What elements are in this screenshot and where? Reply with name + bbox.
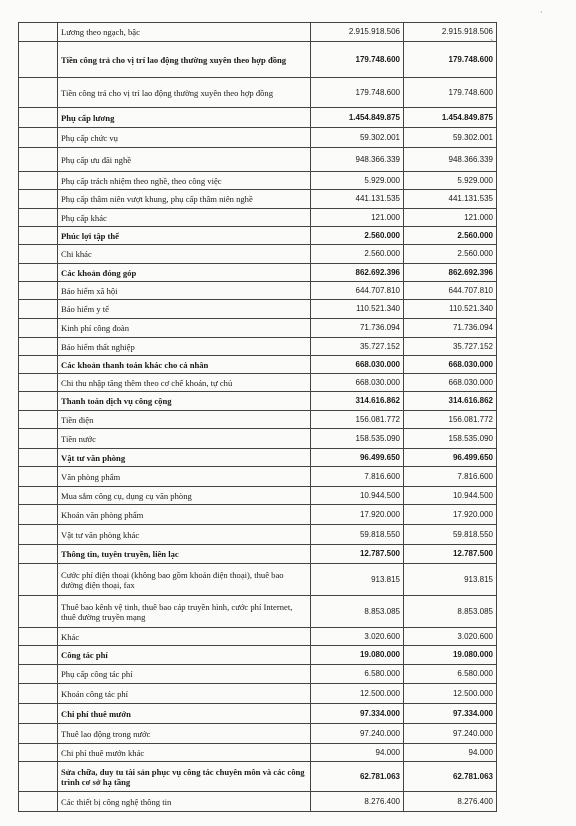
row-label: Phụ cấp ưu đãi nghề	[58, 148, 311, 172]
row-value-actual: 668.030.000	[404, 356, 497, 374]
row-value-estimate: 668.030.000	[311, 356, 404, 374]
row-index-cell	[19, 646, 58, 665]
row-index-cell	[19, 684, 58, 704]
row-margin-cell	[497, 628, 518, 646]
row-index-cell	[19, 227, 58, 245]
table-row	[19, 792, 518, 812]
row-margin-cell	[497, 282, 518, 300]
row-value-estimate: 110.521.340	[311, 300, 404, 319]
row-label: Tiền công trả cho vị trí lao động thường xuyên theo hợp đồng	[58, 78, 311, 108]
row-value-actual: 913.815	[404, 564, 497, 596]
table-row	[19, 128, 518, 148]
row-value-actual: 314.616.862	[404, 392, 497, 411]
row-index-cell	[19, 744, 58, 762]
row-value-estimate: 121.000	[311, 209, 404, 227]
table-row	[19, 338, 518, 356]
row-margin-cell	[497, 505, 518, 525]
row-value-estimate: 59.818.550	[311, 525, 404, 545]
budget-table-page	[18, 22, 517, 812]
table-row	[19, 429, 518, 449]
row-value-estimate: 158.535.090	[311, 429, 404, 449]
row-margin-cell	[497, 319, 518, 338]
row-margin-cell	[497, 264, 518, 282]
row-label: Cước phí điện thoại (không bao gồm khoán điện thoại), thuê bao đường điện thoại, fax	[58, 564, 311, 596]
row-label: Vật tư văn phòng khác	[58, 525, 311, 545]
row-value-estimate: 62.781.063	[311, 762, 404, 792]
row-value-actual: 96.499.650	[404, 449, 497, 467]
row-index-cell	[19, 724, 58, 744]
row-label: Chi phí thuê mướn khác	[58, 744, 311, 762]
row-margin-cell	[497, 704, 518, 724]
row-value-estimate: 948.366.339	[311, 148, 404, 172]
row-label: Khác	[58, 628, 311, 646]
row-value-estimate: 2.560.000	[311, 227, 404, 245]
table-row	[19, 227, 518, 245]
row-value-actual: 19.080.000	[404, 646, 497, 665]
row-value-estimate: 179.748.600	[311, 42, 404, 78]
row-label: Các khoản đóng góp	[58, 264, 311, 282]
row-index-cell	[19, 487, 58, 505]
row-label: Khoán văn phòng phẩm	[58, 505, 311, 525]
row-value-actual: 94.000	[404, 744, 497, 762]
row-label: Thông tin, tuyên truyền, liên lạc	[58, 545, 311, 564]
row-margin-cell	[497, 300, 518, 319]
row-index-cell	[19, 505, 58, 525]
budget-table-body	[19, 23, 518, 812]
row-value-estimate: 156.081.772	[311, 411, 404, 429]
table-row	[19, 628, 518, 646]
row-margin-cell	[497, 23, 518, 42]
table-row	[19, 449, 518, 467]
row-index-cell	[19, 374, 58, 392]
row-value-actual: 62.781.063	[404, 762, 497, 792]
table-row	[19, 209, 518, 227]
row-label: Văn phòng phẩm	[58, 467, 311, 487]
row-value-estimate: 5.929.000	[311, 172, 404, 190]
row-margin-cell	[497, 762, 518, 792]
row-value-actual: 8.853.085	[404, 596, 497, 628]
row-margin-cell	[497, 684, 518, 704]
row-value-estimate: 2.915.918.506	[311, 23, 404, 42]
row-margin-cell	[497, 42, 518, 78]
row-index-cell	[19, 300, 58, 319]
row-index-cell	[19, 190, 58, 209]
row-label: Phụ cấp chức vụ	[58, 128, 311, 148]
table-row	[19, 545, 518, 564]
row-label: Khoán công tác phí	[58, 684, 311, 704]
row-value-estimate: 59.302.001	[311, 128, 404, 148]
row-margin-cell	[497, 545, 518, 564]
table-row	[19, 78, 518, 108]
row-margin-cell	[497, 338, 518, 356]
row-value-estimate: 6.580.000	[311, 665, 404, 684]
row-value-actual: 17.920.000	[404, 505, 497, 525]
table-row	[19, 374, 518, 392]
row-margin-cell	[497, 467, 518, 487]
row-value-actual: 2.560.000	[404, 227, 497, 245]
row-value-actual: 668.030.000	[404, 374, 497, 392]
row-index-cell	[19, 411, 58, 429]
row-label: Phụ cấp lương	[58, 108, 311, 128]
table-row	[19, 564, 518, 596]
row-margin-cell	[497, 227, 518, 245]
row-index-cell	[19, 467, 58, 487]
row-margin-cell	[497, 596, 518, 628]
row-index-cell	[19, 628, 58, 646]
row-value-actual: 3.020.600	[404, 628, 497, 646]
table-row	[19, 505, 518, 525]
table-row	[19, 704, 518, 724]
row-value-actual: 97.240.000	[404, 724, 497, 744]
row-value-actual: 2.560.000	[404, 245, 497, 264]
row-margin-cell	[497, 525, 518, 545]
row-label: Phúc lợi tập thể	[58, 227, 311, 245]
row-value-actual: 121.000	[404, 209, 497, 227]
row-label: Tiền nước	[58, 429, 311, 449]
row-value-estimate: 668.030.000	[311, 374, 404, 392]
table-row	[19, 724, 518, 744]
row-value-actual: 1.454.849.875	[404, 108, 497, 128]
row-value-actual: 179.748.600	[404, 42, 497, 78]
row-index-cell	[19, 792, 58, 812]
budget-table	[18, 22, 517, 812]
row-margin-cell	[497, 374, 518, 392]
row-value-estimate: 179.748.600	[311, 78, 404, 108]
row-index-cell	[19, 449, 58, 467]
row-index-cell	[19, 264, 58, 282]
row-label: Công tác phí	[58, 646, 311, 665]
row-value-actual: 59.302.001	[404, 128, 497, 148]
table-row	[19, 392, 518, 411]
row-index-cell	[19, 762, 58, 792]
row-value-estimate: 96.499.650	[311, 449, 404, 467]
row-index-cell	[19, 596, 58, 628]
table-row	[19, 684, 518, 704]
row-margin-cell	[497, 128, 518, 148]
row-index-cell	[19, 665, 58, 684]
row-label: Tiền điện	[58, 411, 311, 429]
row-margin-cell	[497, 792, 518, 812]
table-row	[19, 148, 518, 172]
row-value-estimate: 8.276.400	[311, 792, 404, 812]
row-value-actual: 441.131.535	[404, 190, 497, 209]
row-index-cell	[19, 429, 58, 449]
row-label: Lương theo ngạch, bậc	[58, 23, 311, 42]
row-value-estimate: 314.616.862	[311, 392, 404, 411]
table-row	[19, 42, 518, 78]
scan-speck: ·	[540, 8, 543, 17]
row-index-cell	[19, 564, 58, 596]
row-value-actual: 10.944.500	[404, 487, 497, 505]
row-index-cell	[19, 172, 58, 190]
row-label: Sửa chữa, duy tu tài sản phục vụ công tác chuyên môn và các công trình cơ sở hạ tầng	[58, 762, 311, 792]
table-row	[19, 646, 518, 665]
row-value-estimate: 913.815	[311, 564, 404, 596]
row-label: Bảo hiểm thất nghiệp	[58, 338, 311, 356]
row-value-actual: 8.276.400	[404, 792, 497, 812]
row-value-actual: 948.366.339	[404, 148, 497, 172]
row-label: Vật tư văn phòng	[58, 449, 311, 467]
row-index-cell	[19, 23, 58, 42]
row-value-actual: 59.818.550	[404, 525, 497, 545]
row-value-actual: 5.929.000	[404, 172, 497, 190]
row-value-estimate: 17.920.000	[311, 505, 404, 525]
row-value-estimate: 8.853.085	[311, 596, 404, 628]
row-margin-cell	[497, 646, 518, 665]
row-margin-cell	[497, 724, 518, 744]
row-value-actual: 644.707.810	[404, 282, 497, 300]
table-row	[19, 744, 518, 762]
row-value-actual: 12.500.000	[404, 684, 497, 704]
row-value-actual: 862.692.396	[404, 264, 497, 282]
row-index-cell	[19, 78, 58, 108]
table-row	[19, 665, 518, 684]
row-margin-cell	[497, 487, 518, 505]
row-label: Chi phí thuê mướn	[58, 704, 311, 724]
table-row	[19, 319, 518, 338]
row-value-actual: 110.521.340	[404, 300, 497, 319]
row-margin-cell	[497, 190, 518, 209]
table-row	[19, 411, 518, 429]
row-margin-cell	[497, 744, 518, 762]
table-row	[19, 108, 518, 128]
row-label: Phụ cấp công tác phí	[58, 665, 311, 684]
row-label: Chi thu nhập tăng thêm theo cơ chế khoán, tự chủ	[58, 374, 311, 392]
row-value-estimate: 35.727.152	[311, 338, 404, 356]
row-value-actual: 156.081.772	[404, 411, 497, 429]
table-row	[19, 596, 518, 628]
row-value-estimate: 71.736.094	[311, 319, 404, 338]
row-value-estimate: 644.707.810	[311, 282, 404, 300]
row-label: Bảo hiểm xã hội	[58, 282, 311, 300]
row-index-cell	[19, 245, 58, 264]
row-label: Phụ cấp trách nhiệm theo nghề, theo công việc	[58, 172, 311, 190]
row-value-estimate: 10.944.500	[311, 487, 404, 505]
row-value-actual: 7.816.600	[404, 467, 497, 487]
row-index-cell	[19, 148, 58, 172]
row-index-cell	[19, 128, 58, 148]
row-value-actual: 2.915.918.506	[404, 23, 497, 42]
row-margin-cell	[497, 429, 518, 449]
row-index-cell	[19, 704, 58, 724]
row-index-cell	[19, 319, 58, 338]
row-value-estimate: 2.560.000	[311, 245, 404, 264]
row-value-actual: 179.748.600	[404, 78, 497, 108]
row-margin-cell	[497, 245, 518, 264]
row-label: Tiền công trả cho vị trí lao động thường xuyên theo hợp đồng	[58, 42, 311, 78]
row-index-cell	[19, 209, 58, 227]
table-row	[19, 762, 518, 792]
row-value-estimate: 12.500.000	[311, 684, 404, 704]
row-margin-cell	[497, 564, 518, 596]
table-row	[19, 264, 518, 282]
row-value-estimate: 12.787.500	[311, 545, 404, 564]
row-value-estimate: 19.080.000	[311, 646, 404, 665]
table-row	[19, 487, 518, 505]
row-index-cell	[19, 356, 58, 374]
row-margin-cell	[497, 392, 518, 411]
row-value-actual: 6.580.000	[404, 665, 497, 684]
row-index-cell	[19, 525, 58, 545]
table-row	[19, 23, 518, 42]
table-row	[19, 245, 518, 264]
row-value-actual: 71.736.094	[404, 319, 497, 338]
row-value-actual: 35.727.152	[404, 338, 497, 356]
row-margin-cell	[497, 209, 518, 227]
row-label: Các thiết bị công nghệ thông tin	[58, 792, 311, 812]
row-label: Bảo hiểm y tế	[58, 300, 311, 319]
row-index-cell	[19, 338, 58, 356]
row-index-cell	[19, 392, 58, 411]
row-index-cell	[19, 545, 58, 564]
row-label: Kinh phí công đoàn	[58, 319, 311, 338]
row-value-estimate: 97.240.000	[311, 724, 404, 744]
row-margin-cell	[497, 356, 518, 374]
row-margin-cell	[497, 172, 518, 190]
row-label: Thanh toán dịch vụ công cộng	[58, 392, 311, 411]
row-margin-cell	[497, 108, 518, 128]
row-index-cell	[19, 108, 58, 128]
row-value-estimate: 862.692.396	[311, 264, 404, 282]
row-value-estimate: 1.454.849.875	[311, 108, 404, 128]
row-value-estimate: 7.816.600	[311, 467, 404, 487]
row-margin-cell	[497, 148, 518, 172]
row-value-actual: 97.334.000	[404, 704, 497, 724]
table-row	[19, 300, 518, 319]
row-margin-cell	[497, 449, 518, 467]
table-row	[19, 172, 518, 190]
row-value-actual: 158.535.090	[404, 429, 497, 449]
row-margin-cell	[497, 78, 518, 108]
row-label: Thuê bao kênh vệ tinh, thuê bao cáp truyền hình, cước phí Internet, thuê đường truyền mạng	[58, 596, 311, 628]
table-row	[19, 282, 518, 300]
row-label: Thuê lao động trong nước	[58, 724, 311, 744]
row-label: Chi khác	[58, 245, 311, 264]
row-margin-cell	[497, 411, 518, 429]
row-value-estimate: 94.000	[311, 744, 404, 762]
table-row	[19, 525, 518, 545]
scan-speck: ›	[490, 36, 494, 45]
table-row	[19, 190, 518, 209]
row-label: Phụ cấp thâm niên vượt khung, phụ cấp thâm niên nghề	[58, 190, 311, 209]
row-value-estimate: 97.334.000	[311, 704, 404, 724]
row-value-estimate: 441.131.535	[311, 190, 404, 209]
row-label: Các khoản thanh toán khác cho cá nhân	[58, 356, 311, 374]
row-label: Mua sắm công cụ, dụng cụ văn phòng	[58, 487, 311, 505]
table-row	[19, 467, 518, 487]
row-index-cell	[19, 42, 58, 78]
row-index-cell	[19, 282, 58, 300]
table-row	[19, 356, 518, 374]
row-label: Phụ cấp khác	[58, 209, 311, 227]
row-value-actual: 12.787.500	[404, 545, 497, 564]
row-value-estimate: 3.020.600	[311, 628, 404, 646]
row-margin-cell	[497, 665, 518, 684]
